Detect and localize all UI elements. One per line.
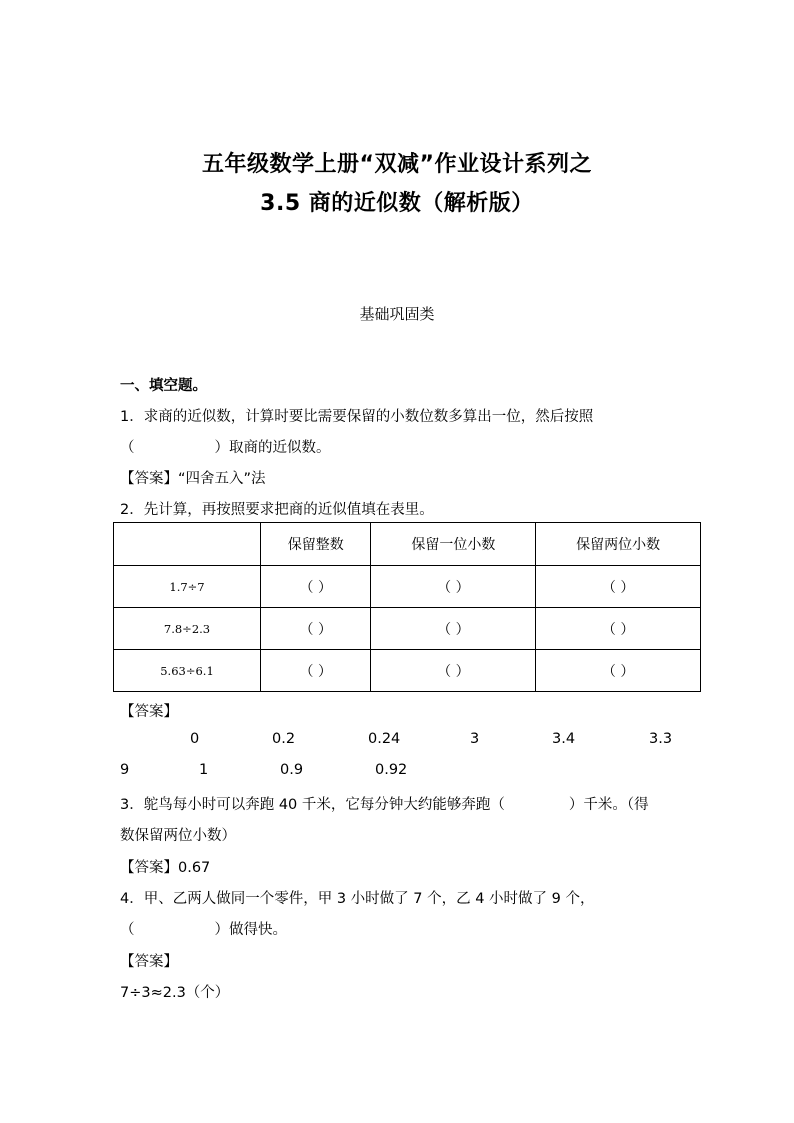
question-1-tail: ）取商的近似数。: [214, 440, 331, 456]
question-2-answer-label: 【答案】: [120, 704, 178, 720]
question-1-blank-line: [120, 436, 331, 457]
answer-cell: （ ）: [261, 608, 371, 650]
answer-value: 0.2: [272, 731, 296, 747]
answer-cell: （ ）: [536, 650, 701, 692]
table-header-cell: 保留两位小数: [536, 523, 701, 566]
table-header-row: [114, 523, 701, 566]
answer-value: 0.24: [368, 731, 401, 747]
answer-value: 3.4: [552, 731, 576, 747]
question-4-tail: ）做得快。: [214, 922, 287, 938]
question-4-answer-label: 【答案】: [120, 954, 178, 970]
table-header-cell: 保留一位小数: [371, 523, 536, 566]
question-1-answer: 【答案】“四舍五入”法: [120, 471, 266, 487]
question-1-text: 1．求商的近似数，计算时要比需要保留的小数位数多算出一位，然后按照: [120, 409, 594, 425]
answer-cell: （ ）: [536, 566, 701, 608]
document-title-line-2: 3.5 商的近似数（解析版）: [260, 191, 534, 216]
table-header-cell: 保留整数: [261, 523, 371, 566]
question-2-text: 2．先计算，再按照要求把商的近似值填在表里。: [120, 502, 434, 518]
document-title-line-1: 五年级数学上册“双减”作业设计系列之: [202, 152, 592, 177]
answer-cell: （ ）: [371, 650, 536, 692]
answer-value: 3: [470, 731, 480, 747]
blank-open: （: [120, 922, 135, 938]
answer-value: 0.9: [280, 762, 304, 778]
question-4-text: 4．甲、乙两人做同一个零件，甲 3 小时做了 7 个，乙 4 小时做了 9 个，: [120, 891, 595, 907]
answer-value: 9: [120, 762, 130, 778]
answer-value: 3.3: [649, 731, 673, 747]
answer-value: 1: [199, 762, 209, 778]
question-3-tail: ）千米。（得: [568, 797, 649, 813]
question-3-text: [120, 793, 649, 814]
question-4-blank-line: [120, 918, 287, 939]
answer-cell: （ ）: [536, 608, 701, 650]
table-header-cell: [114, 523, 261, 566]
answer-cell: （ ）: [261, 566, 371, 608]
table-row: [114, 650, 701, 692]
table-row: [114, 566, 701, 608]
division-expression: 1.7÷7: [114, 566, 261, 608]
question-3-answer: 【答案】0.67: [120, 860, 211, 876]
question-4-answer-line: 7÷3≈2.3（个）: [120, 985, 230, 1001]
division-expression: 7.8÷2.3: [114, 608, 261, 650]
answer-cell: （ ）: [261, 650, 371, 692]
blank-open: （: [120, 440, 135, 456]
division-expression: 5.63÷6.1: [114, 650, 261, 692]
approximation-table: [113, 522, 701, 692]
part-heading: 一、填空题。: [120, 378, 207, 394]
section-heading: 基础巩固类: [359, 305, 435, 323]
table-row: [114, 608, 701, 650]
answer-cell: （ ）: [371, 608, 536, 650]
answer-value: 0.92: [375, 762, 408, 778]
answer-value: 0: [190, 731, 200, 747]
question-3-lead: 3．鸵鸟每小时可以奔跑 40 千米，它每分钟大约能够奔跑（: [120, 797, 505, 813]
question-3-text-line-2: 数保留两位小数）: [120, 828, 236, 844]
answer-cell: （ ）: [371, 566, 536, 608]
